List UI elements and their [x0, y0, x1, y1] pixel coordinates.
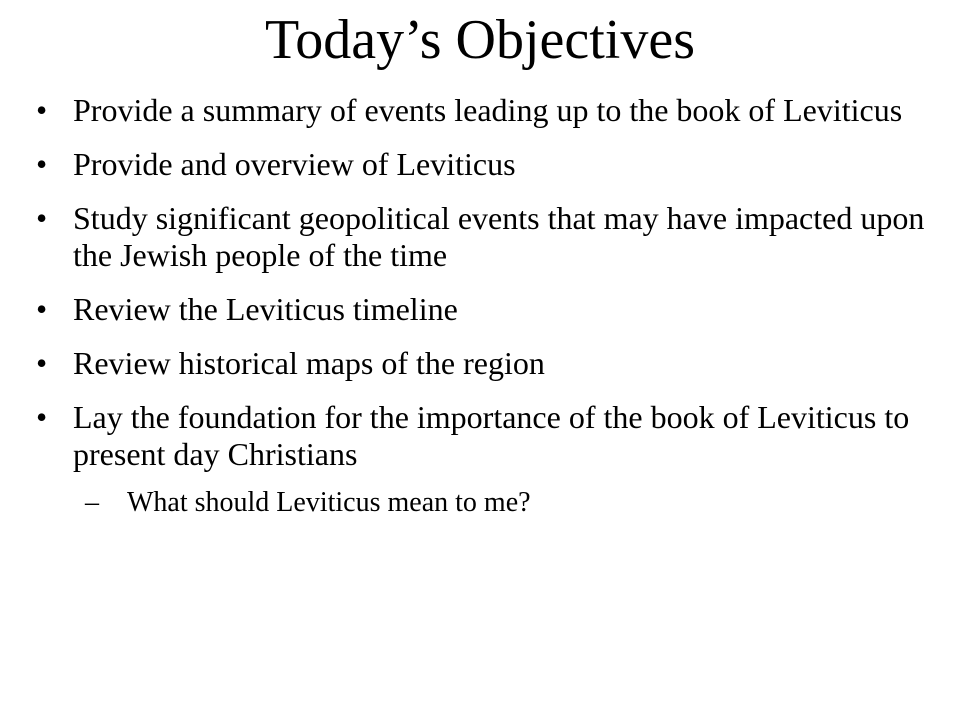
objective-item [36, 291, 951, 329]
sub-objective-text: What should Leviticus mean to me? [127, 487, 531, 518]
objectives-list [36, 92, 951, 536]
sub-objective-item [73, 486, 951, 520]
objective-text: Study significant geopolitical events that may have impacted upon the Jewish people of the time [73, 199, 925, 274]
bullet-icon: • [36, 344, 48, 381]
bullet-icon: • [36, 398, 48, 435]
objective-item [36, 345, 951, 383]
bullet-icon: • [36, 291, 48, 327]
bullet-icon: • [36, 199, 48, 236]
objective-item [36, 92, 951, 130]
objective-text: Review the Leviticus timeline [73, 291, 458, 327]
objective-item [36, 146, 951, 184]
dash-icon: – [85, 487, 99, 518]
objective-text: Review historical maps of the region [73, 344, 545, 381]
bullet-icon: • [36, 145, 48, 182]
bullet-icon: • [36, 92, 48, 128]
slide-title: Today’s Objectives [265, 9, 695, 71]
objective-item [36, 200, 951, 276]
objective-item [36, 399, 951, 520]
objective-text: Lay the foundation for the importance of the book of Leviticus to present day Christians [73, 398, 910, 473]
objective-text: Provide a summary of events leading up to the book of Leviticus [73, 92, 903, 128]
objective-text: Provide and overview of Leviticus [73, 145, 516, 182]
